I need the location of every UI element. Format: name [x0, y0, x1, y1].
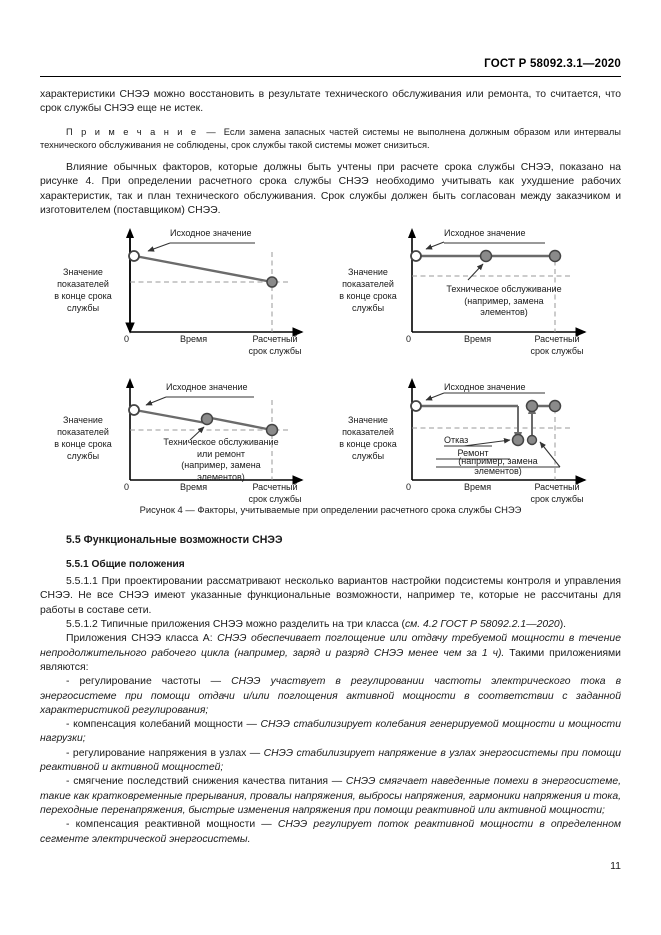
bullet-frequency-regulation — [40, 675, 621, 718]
bullet-4-italic: СНЭЭ регулирует поток реактивной мощности в определенном сегменте электрической энергосистемы. — [40, 819, 621, 845]
class-a-tail: Такими приложениями являются: — [40, 647, 621, 673]
data-point-repair — [527, 401, 538, 412]
br-origin-tick: 0 — [406, 482, 412, 493]
tr-x-end-label — [518, 334, 596, 357]
tr-x-end-line-2: срок службы — [530, 345, 584, 356]
bl-maintenance-annotation — [136, 437, 306, 483]
bl-y-line-3: в конце срока — [54, 439, 112, 450]
page-content — [40, 88, 621, 847]
data-point-initial — [411, 251, 421, 261]
class-a-italic: СНЭЭ обеспечивает поглощение или отдачу требуемой мощности в течение непродолжительного рабочего цикла (например, заряд и разряд СНЭЭ менее чем за 1 ч). — [40, 633, 621, 659]
annotation-leader — [426, 242, 444, 249]
para-5-5-1-2-ref: см. 4.2 ГОСТ Р 58092.2.1—2020 — [404, 619, 560, 631]
data-point-maintenance — [202, 414, 213, 425]
bl-maint-line-1: Техническое обслуживание — [163, 437, 279, 448]
figure-caption: Рисунок 4 — Факторы, учитываемые при определении расчетного срока службы СНЭЭ — [139, 504, 522, 516]
bl-origin-tick: 0 — [124, 482, 130, 493]
note-dash: — — [206, 126, 216, 137]
para-5-5-1-2-tail: ). — [559, 619, 567, 631]
bullet-2-italic: СНЭЭ стабилизирует напряжение в узлах энергосистемы при помощи реактивной и активной мощностей; — [40, 747, 621, 774]
data-point-initial — [129, 405, 139, 415]
paragraph-continuation: характеристики СНЭЭ можно восстановить в результате технического обслуживания или ремонта, то считается, что срок службы СНЭЭ еще не истек. — [40, 89, 621, 115]
tr-origin-tick: 0 — [406, 334, 412, 345]
data-point-maintenance — [481, 251, 492, 262]
tr-y-line-4: службы — [351, 303, 385, 314]
bullet-1-italic: СНЭЭ стабилизирует колебания генерируемой мощности и мощности нагрузки; — [40, 719, 621, 745]
bullet-3-plain: - смягчение последствий снижения качества питания — — [66, 776, 346, 788]
tr-maint-line-3: элементов) — [480, 307, 528, 318]
paragraph-figure-intro: Влияние обычных факторов, которые должны быть учтены при расчете срока службы СНЭЭ, показано на рисунке 4. При определении расчетного срока службы СНЭЭ необходимо учитывать как ухудшение рабочих характеристик, так и план технического обслуживания. Срок службы должен быть согласован между заказчиком и изготовителем (поставщиком) СНЭЭ. — [40, 162, 621, 216]
y-axis-arrow — [126, 228, 134, 238]
tr-x-axis-label: Время — [464, 334, 492, 345]
br-y-line-2: показателей — [342, 427, 394, 438]
bullet-4-plain: - компенсация реактивной мощности — — [66, 819, 278, 831]
br-repair-example-label: (например, замена элементов) — [458, 456, 538, 477]
bl-y-line-2: показателей — [57, 427, 109, 438]
tr-x-end-line-1: Расчетный — [534, 334, 580, 345]
heading-5-5-1: 5.5.1 Общие положения — [66, 559, 185, 571]
br-x-axis-label: Время — [464, 482, 492, 493]
data-point-end — [267, 277, 277, 287]
heading-5-5: 5.5 Функциональные возможности СНЭЭ — [66, 534, 283, 547]
tl-y-axis-label — [40, 266, 126, 314]
note-text: Если замена запасных частей системы не выполнена должным образом или интервалы технического обслуживания не соблюдены, срок службы такой системы может снизиться. — [40, 126, 621, 150]
bullet-voltage-regulation — [40, 747, 621, 776]
tr-maintenance-annotation — [424, 284, 584, 319]
class-a-plain: Приложения СНЭЭ класса А: — [66, 633, 218, 645]
data-line — [135, 256, 272, 282]
annotation-leader — [148, 243, 170, 251]
bl-maint-line-3: (например, замена — [181, 460, 261, 471]
tl-x-end-line-1: Расчетный — [252, 334, 298, 345]
figure-4 — [40, 224, 621, 504]
header-divider — [40, 76, 621, 77]
tr-y-line-3: в конце срока — [339, 291, 397, 302]
failure-leader — [464, 440, 510, 446]
page-number: 11 — [610, 860, 621, 872]
data-point-failure — [513, 435, 524, 446]
data-line-segment-2 — [206, 417, 272, 430]
tr-y-line-2: показателей — [342, 279, 394, 290]
br-x-end-line-1: Расчетный — [534, 482, 580, 493]
maintenance-leader — [468, 264, 483, 280]
bullet-0-plain: - регулирование частоты — — [66, 676, 232, 688]
tl-origin-tick: 0 — [124, 334, 130, 345]
bl-y-line-4: службы — [66, 451, 100, 462]
annotation-leader — [426, 393, 444, 400]
bullet-3-italic: СНЭЭ смягчает наведенные помехи в энергосистеме, такие как кратковременные прерывания, провалы напряжения, выбросы напряжения, гармоники напряжения и тока, переходные перенапряжения, быстрые изменения напряжения при помощи реактивной или активной мощности; — [40, 776, 621, 816]
tr-initial-value-label: Исходное значение — [444, 228, 526, 239]
note-block — [40, 126, 621, 152]
br-y-axis-label — [326, 414, 410, 462]
bl-x-end-line-2: срок службы — [248, 493, 302, 504]
tr-y-line-1: Значение — [348, 267, 388, 278]
tl-y-line-4: службы — [66, 303, 100, 314]
para-5-5-1-2-plain: 5.5.1.2 Типичные приложения СНЭЭ можно разделить на три класса ( — [66, 619, 405, 631]
bl-maint-line-4: элементов) — [197, 471, 245, 482]
br-initial-value-label: Исходное значение — [444, 382, 526, 393]
paragraph-class-a — [40, 632, 621, 675]
br-y-line-3: в конце срока — [339, 439, 397, 450]
chart-panel-top-left — [126, 228, 302, 332]
br-x-end-line-2: срок службы — [530, 493, 584, 504]
br-repair-label: Ремонт — [457, 448, 489, 459]
tl-x-end-label — [236, 334, 314, 357]
bl-x-end-label — [236, 482, 314, 505]
bl-x-axis-label: Время — [180, 482, 208, 493]
annotation-leader — [146, 397, 166, 405]
tl-initial-value-label: Исходное значение — [170, 228, 252, 239]
bullet-1-plain: - компенсация колебаний мощности — — [66, 719, 261, 731]
bl-y-line-1: Значение — [63, 415, 103, 426]
note-label: П р и м е ч а н и е — [66, 126, 199, 137]
standard-header: ГОСТ Р 58092.3.1—2020 — [484, 58, 621, 70]
br-x-end-label — [518, 482, 596, 505]
tl-y-line-3: в конце срока — [54, 291, 112, 302]
tl-y-line-1: Значение — [63, 267, 103, 278]
bullet-reactive-power — [40, 818, 621, 847]
tr-maint-line-2: (например, замена — [464, 295, 544, 306]
tl-x-end-line-2: срок службы — [248, 345, 302, 356]
data-point-end — [550, 251, 561, 262]
bl-x-end-line-1: Расчетный — [252, 482, 298, 493]
data-point-initial — [411, 401, 421, 411]
bullet-power-quality — [40, 775, 621, 818]
tr-y-axis-label — [326, 266, 410, 314]
data-point-end — [267, 425, 278, 436]
br-y-line-4: службы — [351, 451, 385, 462]
br-y-line-1: Значение — [348, 415, 388, 426]
tr-maint-line-1: Техническое обслуживание — [446, 284, 562, 295]
paragraph-5-5-1-2 — [40, 618, 621, 632]
data-point-end — [550, 401, 561, 412]
data-point-repair-start — [528, 436, 537, 445]
bullet-power-fluctuation — [40, 718, 621, 747]
bullet-0-italic: СНЭЭ участвует в регулировании частоты электрического тока в энергосистеме при помощи отдачи и/или поглощения активной мощности в соответствии с заданной характеристикой регулирования; — [40, 676, 621, 716]
data-line-segment-1 — [135, 410, 206, 423]
paragraph-5-5-1-1: 5.5.1.1 При проектировании рассматривают несколько вариантов настройки подсистемы контроля и управления СНЭЭ. Не все СНЭЭ имеют указанные функциональные возможности, например те, которые не рассчитаны для работы в составе сети. — [40, 576, 621, 616]
tl-y-line-2: показателей — [57, 279, 109, 290]
bl-maint-line-2: или ремонт — [196, 448, 246, 459]
br-failure-label: Отказ — [444, 435, 469, 446]
data-point-initial — [129, 251, 139, 261]
bullet-2-plain: - регулирование напряжения в узлах — — [66, 747, 264, 759]
bl-y-axis-label — [40, 414, 126, 462]
tl-x-axis-label: Время — [180, 334, 208, 345]
bl-initial-value-label: Исходное значение — [166, 382, 248, 393]
